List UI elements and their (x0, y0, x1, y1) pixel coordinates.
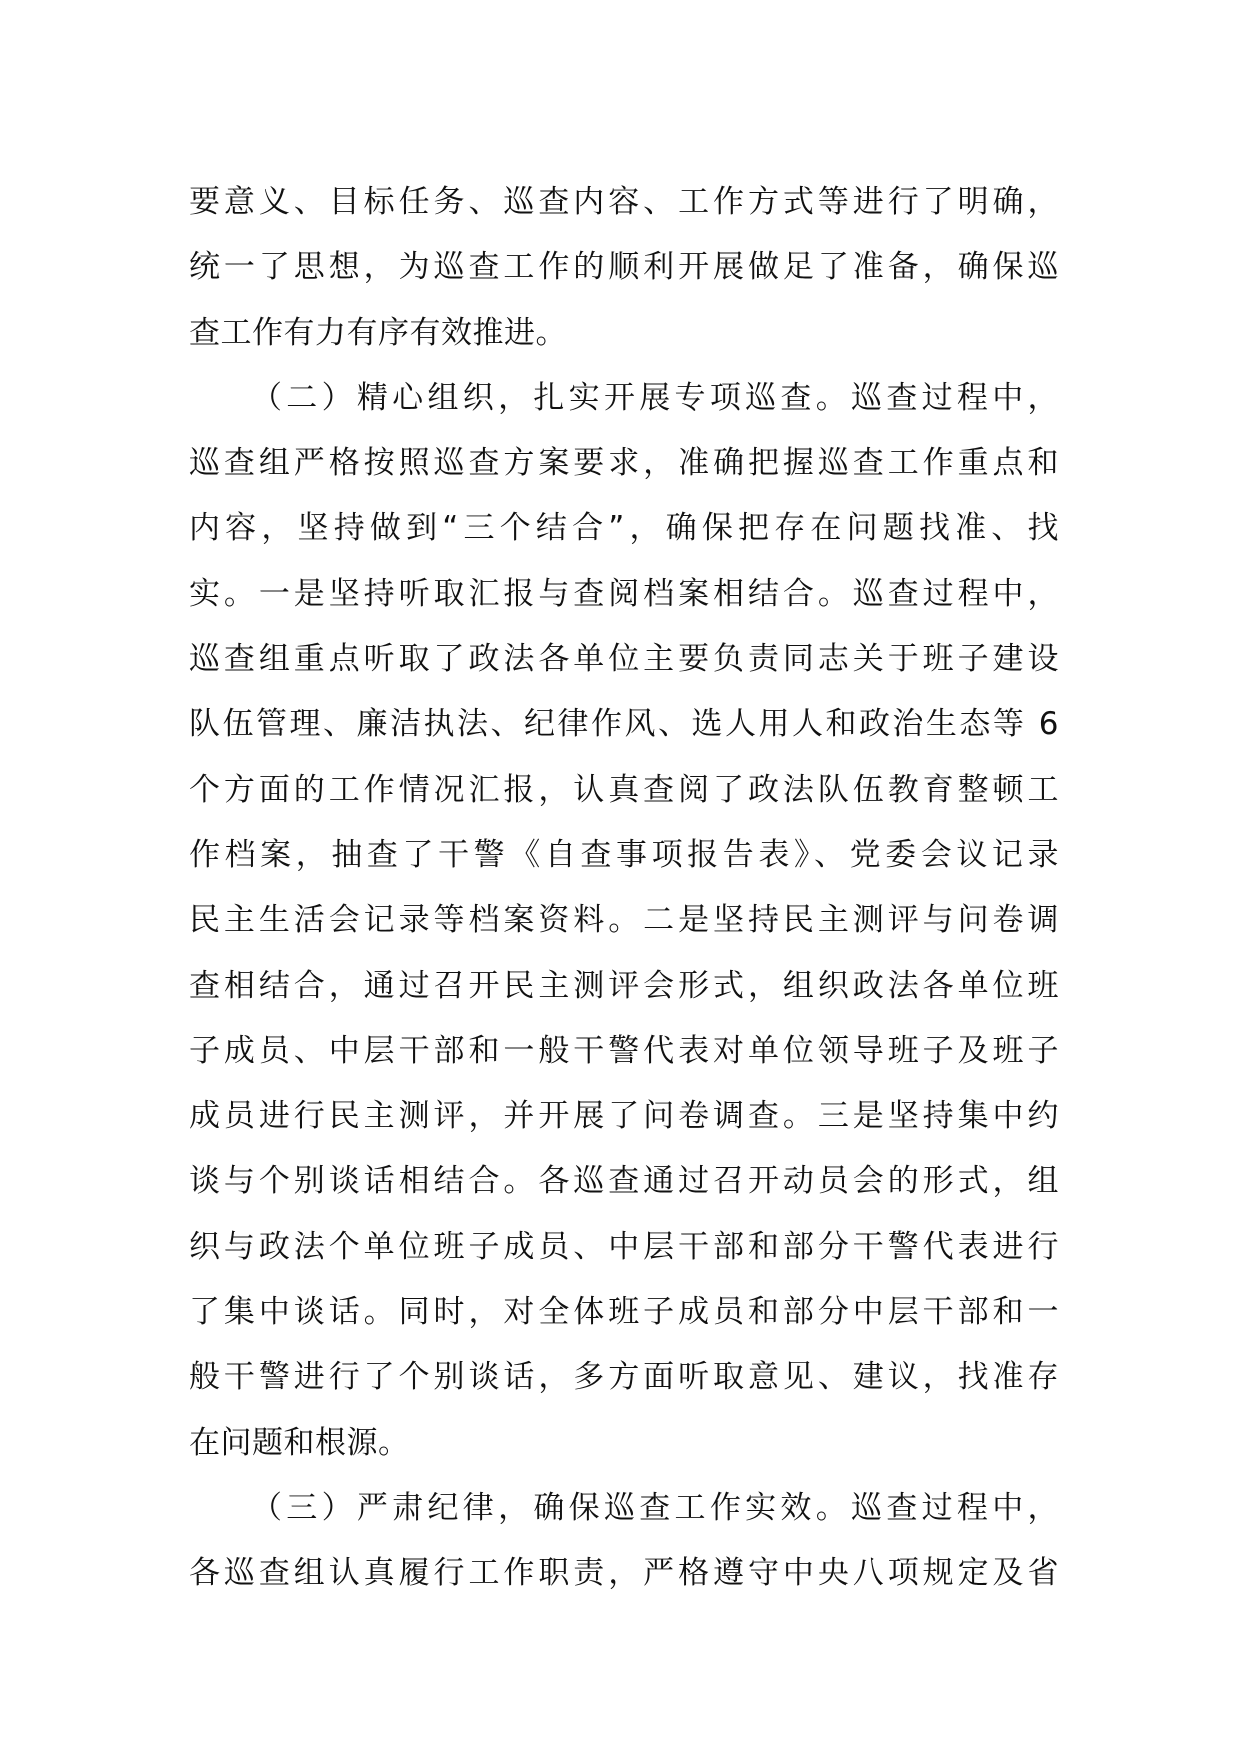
text-line: 各巡查组认真履行工作职责，严格遵守中央八项规定及省 (189, 1555, 1059, 1592)
section-heading-line: （二）精心组织，扎实开展专项巡查。巡查过程中， (251, 379, 1059, 416)
section-heading-line: （三）严肃纪律，确保巡查工作实效。巡查过程中， (251, 1489, 1059, 1526)
body-text (189, 170, 1059, 1607)
text-line: 要意义、目标任务、巡查内容、工作方式等进行了明确， (189, 184, 1059, 220)
text-line: 子成员、中层干部和一般干警代表对单位领导班子及班子 (189, 1032, 1059, 1069)
text-line: 民主生活会记录等档案资料。二是坚持民主测评与问卷调 (189, 902, 1059, 939)
text-line: 作档案，抽查了干警《自查事项报告表》、党委会议记录 (189, 836, 1059, 873)
text-line: 巡查组重点听取了政法各单位主要负责同志关于班子建设 (189, 641, 1059, 678)
text-line: 般干警进行了个别谈话，多方面听取意见、建议，找准存 (189, 1359, 1059, 1396)
text-line: 谈与个别谈话相结合。各巡查通过召开动员会的形式，组 (189, 1163, 1059, 1200)
text-line: 查工作有力有序有效推进。 (189, 314, 567, 351)
text-line: 实。一是坚持听取汇报与查阅档案相结合。巡查过程中， (189, 575, 1059, 612)
text-line: 织与政法个单位班子成员、中层干部和部分干警代表进行 (189, 1228, 1059, 1265)
text-line: 巡查组严格按照巡查方案要求，准确把握巡查工作重点和 (189, 445, 1059, 482)
text-line: 统一了思想，为巡查工作的顺利开展做足了准备，确保巡 (189, 249, 1059, 286)
text-line: 在问题和根源。 (189, 1424, 410, 1461)
text-line: 队伍管理、廉洁执法、纪律作风、选人用人和政治生态等 6 (189, 706, 1059, 743)
text-line: 个方面的工作情况汇报，认真查阅了政法队伍教育整顿工 (189, 771, 1059, 808)
text-line: 成员进行民主测评，并开展了问卷调查。三是坚持集中约 (189, 1098, 1059, 1135)
text-line: 查相结合，通过召开民主测评会形式，组织政法各单位班 (189, 967, 1059, 1004)
text-line: 内容，坚持做到“三个结合”，确保把存在问题找准、找 (189, 510, 1059, 547)
text-line: 了集中谈话。同时，对全体班子成员和部分中层干部和一 (189, 1294, 1059, 1331)
